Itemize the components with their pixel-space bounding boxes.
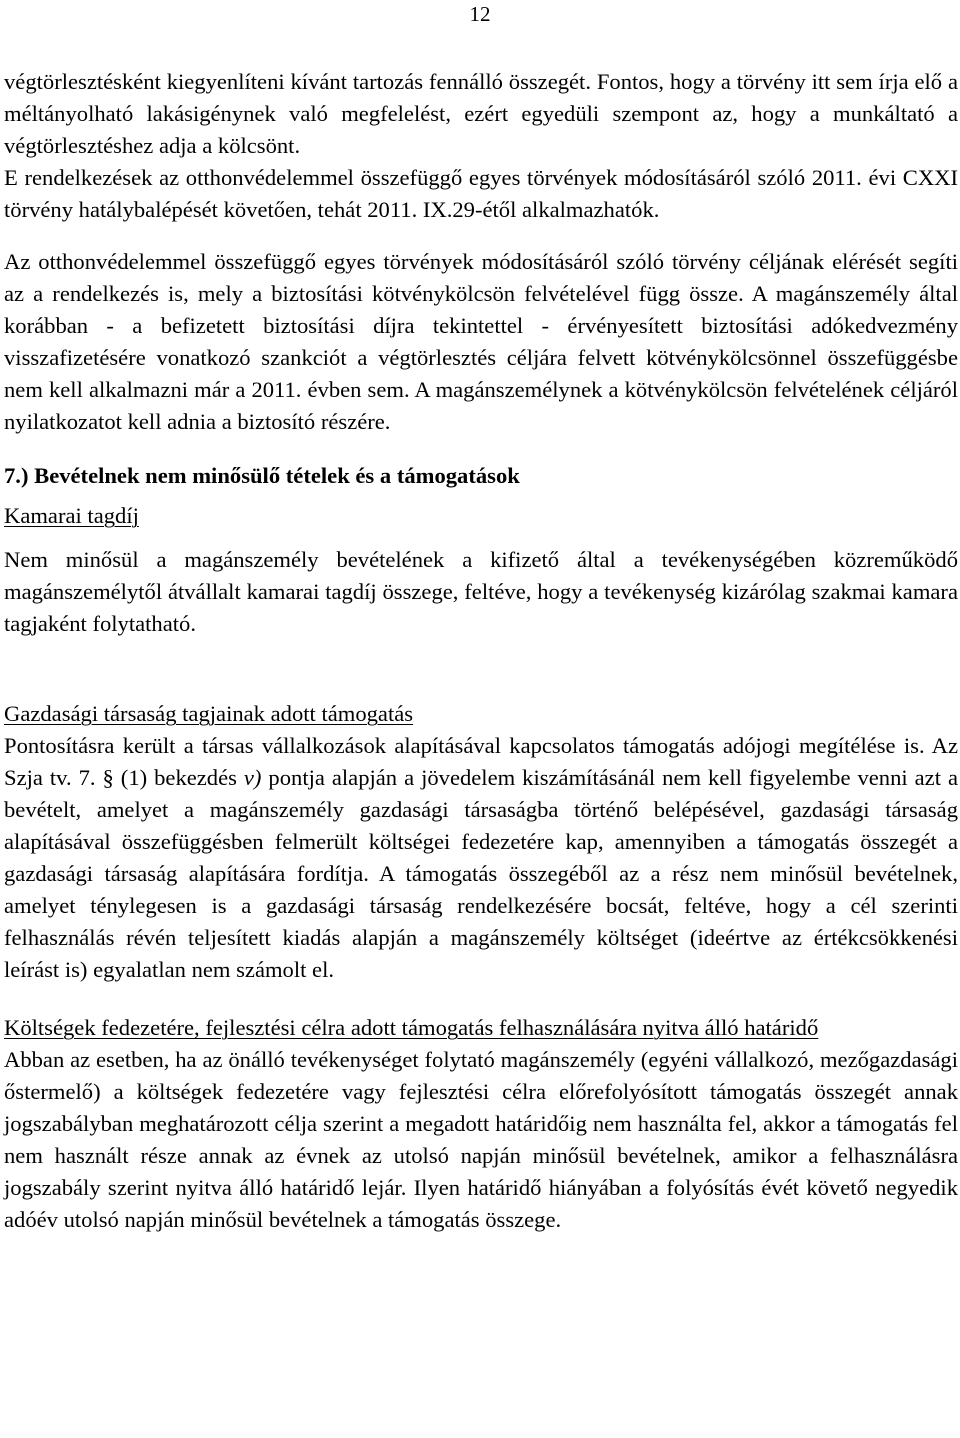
paragraph-insurance-loan: Az otthonvédelemmel összefüggő egyes törvények módosításáról szóló törvény céljának elérését segíti az a rendelkezés is, mely a biztosítási kötvénykölcsön felvételével függ össze. A magánszemély által korábban - a befizetett biztosítási díjra tekintettel - érvényesített biztosítási adókedvezmény visszafizetésére vonatkozó szankciót a végtörlesztés céljára felvett kötvénykölcsönnel összefüggésbe nem kell alkalmazni már a 2011. évben sem. A magánszemélynek a kötvénykölcsön felvételének céljáról nyilatkozatot kell adnia a biztosító részére. [4,249,958,434]
paragraph-company-member-support [4,730,958,986]
page-number: 12 [469,2,491,26]
paragraph-loan-repayment: végtörlesztésként kiegyenlíteni kívánt tartozás fennálló összegét. Fontos, hogy a törvény itt sem írja elő a méltányolható lakásigénynek való megfelelést, ezért egyedüli szempont az, hogy a munkáltató a végtörlesztéshez adja a kölcsönt. [4,69,958,158]
point-reference: v) [243,765,262,790]
paragraph-company-member-support-part-b: pontja alapján a jövedelem kiszámításánál nem kell figyelembe venni azt a bevételt, amelyet a magánszemély gazdasági társaságba történő belépésével, gazdasági társaság alapításával összefüggésben felmerült költségei fedezetére kap, amennyiben a támogatás összegét a gazdasági társaság alapítására fordítja. A támogatás összegéből az a rész nem minősül bevételnek, amelyet ténylegesen is a gazdasági társaság rendelkezésére bocsát, feltéve, hogy a cél szerinti felhasználás révén teljesített kiadás alapján a magánszemély költséget (ideértve az értékcsökkenési leírást is) egyalatlan nem számolt el. [4,765,958,982]
paragraph-support-deadline: Abban az esetben, ha az önálló tevékenységet folytató magánszemély (egyéni vállalkozó, mezőgazdasági őstermelő) a költségek fedezetére vagy fejlesztési célra előrefolyósított támogatás összegét annak jogszabályban meghatározott célja szerint a megadott határidőig nem használta fel, akkor a támogatás fel nem használt része annak az évnek az utolsó napján minősül bevételnek, amikor a felhasználásra jogszabály szerint nyitva álló határidő lejár. Ilyen határidő hiányában a folyósítás évét követő negyedik adóév utolsó napján minősül bevételnek a támogatás összege. [4,1047,958,1232]
subheading-company-member-support: Gazdasági társaság tagjainak adott támogatás [4,701,414,726]
section-7-heading: 7.) Bevételnek nem minősülő tételek és a támogatások [4,463,520,488]
paragraph-company-member-support-part-a: Pontosításra került a társas vállalkozások alapításával kapcsolatos támogatás adójogi megítélése is. Az Szja tv. 7. § (1) bekezdés [4,733,958,790]
paragraph-chamber-fee: Nem minősül a magánszemély bevételének a kifizető által a tevékenységében közreműködő magánszemélytől átvállalt kamarai tagdíj összege, feltéve, hogy a tevékenység kizárólag szakmai kamara tagjaként folytatható. [4,547,958,636]
paragraph-effective-date: E rendelkezések az otthonvédelemmel összefüggő egyes törvények módosításáról szóló 2011. évi CXXI törvény hatálybalépését követően, tehát 2011. IX.29-étől alkalmazhatók. [4,165,958,222]
subheading-chamber-fee: Kamarai tagdíj [4,503,139,528]
document-body [4,66,958,1236]
subheading-support-deadline: Költségek fedezetére, fejlesztési célra adott támogatás felhasználására nyitva álló határidő [4,1015,819,1040]
